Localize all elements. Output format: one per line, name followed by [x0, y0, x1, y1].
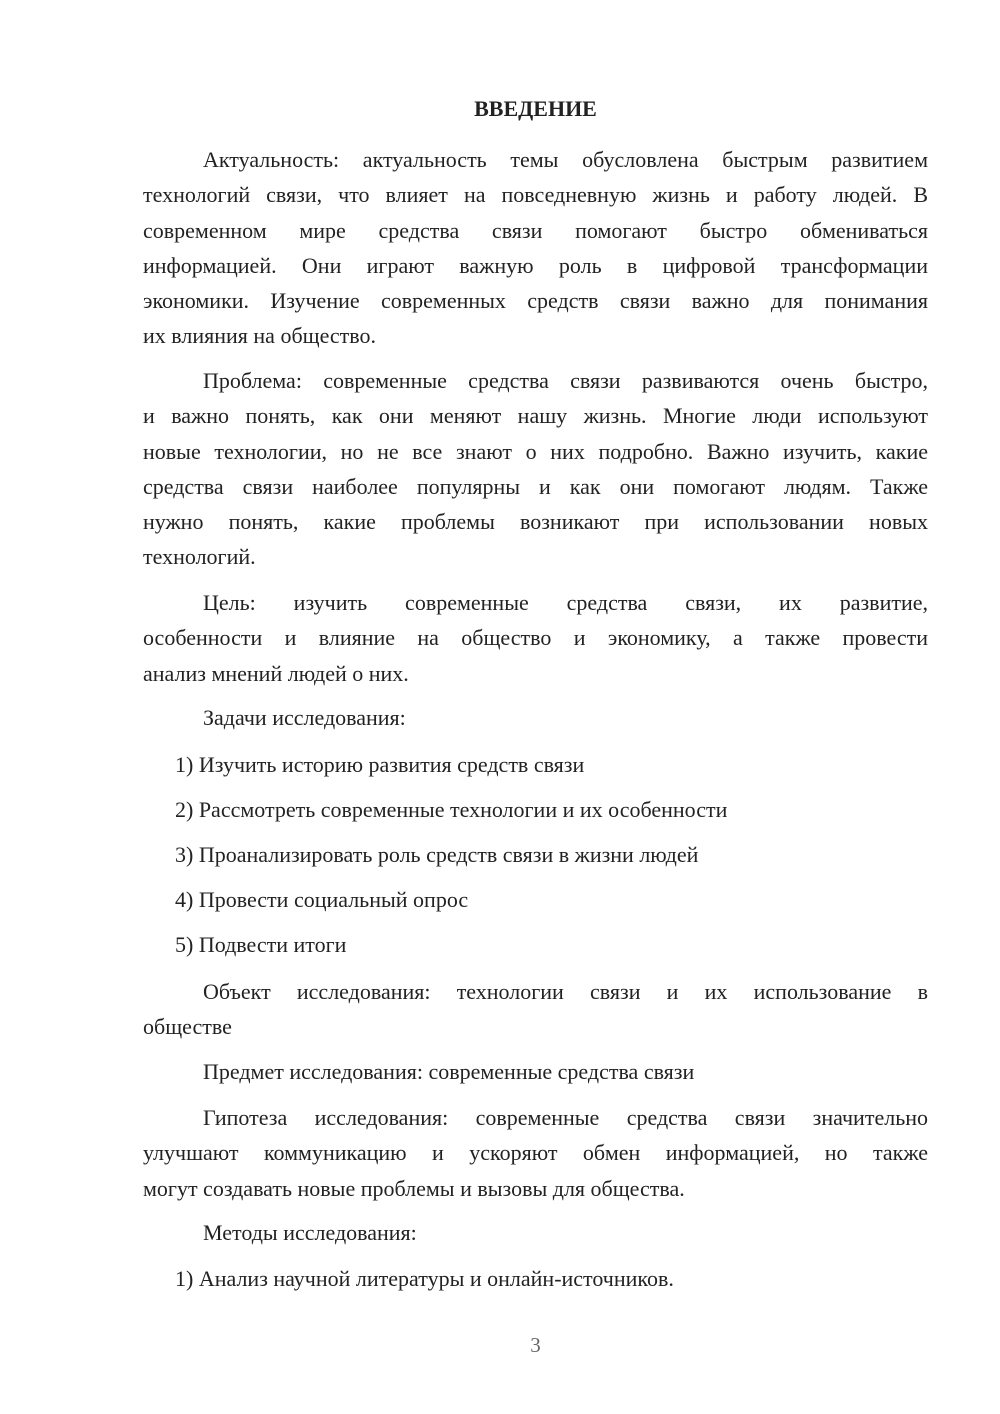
- text-line: особенности и влияние на общество и экономику, а также провести: [143, 625, 928, 651]
- text-line: обществе: [143, 1014, 232, 1040]
- text-line: и важно понять, как они меняют нашу жизнь. Многие люди используют: [143, 403, 928, 429]
- text-line: современном мире средства связи помогают быстро обмениваться: [143, 217, 928, 243]
- text-line: новые технологии, но не все знают о них подробно. Важно изучить, какие: [143, 438, 928, 464]
- page-number: 3: [530, 1333, 541, 1357]
- task-item: 1) Изучить историю развития средств связи: [175, 752, 585, 777]
- text-line: Актуальность: актуальность темы обусловлена быстрым развитием: [203, 147, 928, 172]
- text-line: улучшают коммуникацию и ускоряют обмен информацией, но также: [143, 1140, 928, 1166]
- text-line: нужно понять, какие проблемы возникают при использовании новых: [143, 509, 928, 535]
- paragraph-tasks-heading: [143, 700, 928, 735]
- paragraph-object: [143, 974, 928, 1045]
- task-item: 2) Рассмотреть современные технологии и их особенности: [175, 797, 728, 822]
- text-line: информацией. Они играют важную роль в цифровой трансформации: [143, 252, 928, 278]
- paragraph-methods-heading: [143, 1215, 928, 1250]
- text-line: технологий.: [143, 544, 256, 570]
- text-line: их влияния на общество.: [143, 323, 377, 349]
- text-line: Методы исследования:: [203, 1220, 417, 1245]
- text-line: анализ мнений людей о них.: [143, 660, 409, 686]
- text-line: технологий связи, что влияет на повседневную жизнь и работу людей. В: [143, 182, 928, 208]
- paragraph-relevance: [143, 142, 928, 354]
- paragraph-problem: [143, 363, 928, 575]
- text-line: средства связи наиболее популярны и как они помогают людям. Также: [143, 473, 928, 499]
- task-item: 3) Проанализировать роль средств связи в жизни людей: [175, 842, 699, 867]
- text-line: Цель: изучить современные средства связи, их развитие,: [203, 590, 928, 615]
- text-line: Объект исследования: технологии связи и их использование в: [203, 979, 928, 1004]
- text-line: Задачи исследования:: [203, 705, 406, 730]
- text-line: Предмет исследования: современные средства связи: [203, 1059, 695, 1084]
- paragraph-subject: [143, 1054, 928, 1089]
- page-title: ВВЕДЕНИЕ: [474, 96, 597, 121]
- method-item: 1) Анализ научной литературы и онлайн-источников.: [175, 1266, 674, 1291]
- task-item: 4) Провести социальный опрос: [175, 887, 469, 912]
- text-line: экономики. Изучение современных средств связи важно для понимания: [143, 288, 928, 314]
- text-line: могут создавать новые проблемы и вызовы для общества.: [143, 1175, 685, 1201]
- text-line: Проблема: современные средства связи развиваются очень быстро,: [203, 368, 928, 393]
- paragraph-goal: [143, 585, 928, 691]
- paragraph-hypothesis: [143, 1100, 928, 1206]
- task-item: 5) Подвести итоги: [175, 932, 347, 957]
- text-line: Гипотеза исследования: современные средства связи значительно: [203, 1105, 928, 1130]
